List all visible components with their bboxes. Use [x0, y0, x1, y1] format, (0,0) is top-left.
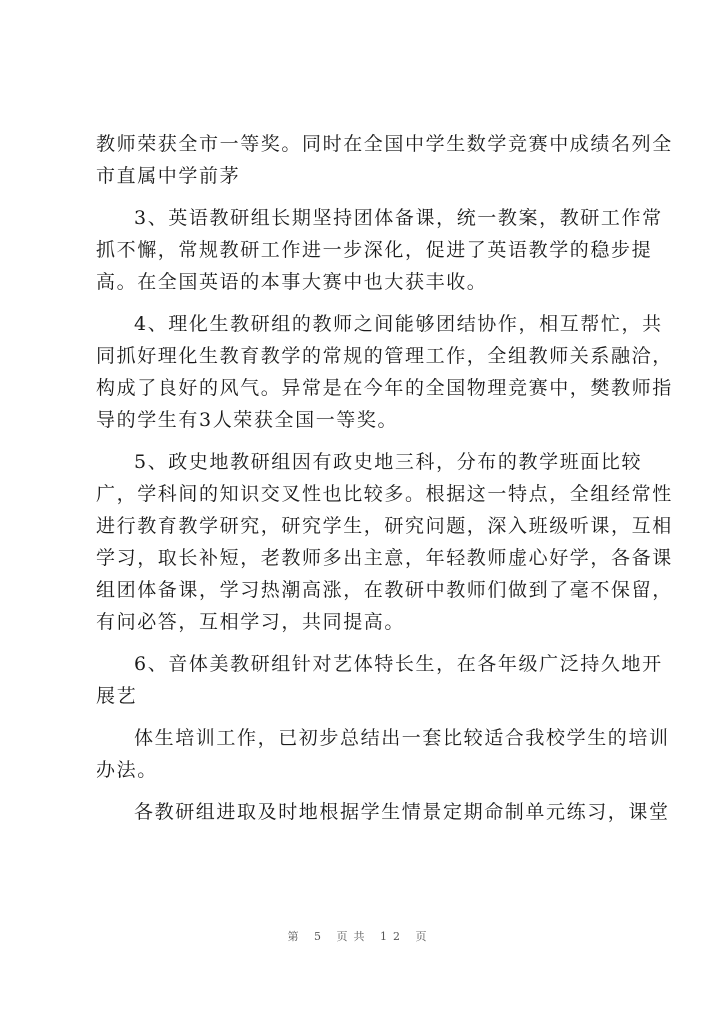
paragraph-line: 各教研组进取及时地根据学生情景定期命制单元练习，课堂: [134, 801, 670, 823]
paragraph-line: 同抓好理化生教育教学的常规的管理工作，全组教师关系融洽，: [96, 345, 673, 367]
paragraph-line: 进行教育教学研究，研究学生，研究问题，深入班级听课，互相: [96, 515, 673, 537]
paragraph-line: 抓不懈，常规教研工作进一步深化，促进了英语教学的稳步提: [96, 239, 653, 261]
paragraph-line: 4、理化生教研组的教师之间能够团结协作，相互帮忙，共: [134, 313, 663, 335]
paragraph-line: 导的学生有3人荣获全国一等奖。: [96, 409, 399, 431]
paragraph-line: 组团体备课，学习热潮高涨，在教研中教师们做到了毫不保留，: [96, 579, 673, 601]
paragraph-line: 体生培训工作，已初步总结出一套比较适合我校学生的培训: [134, 727, 670, 749]
document-body: [96, 128, 673, 828]
paragraph-line: 广，学科间的知识交叉性也比较多。根据这一特点，全组经常性: [96, 483, 673, 505]
paragraph-line: 构成了良好的风气。异常是在今年的全国物理竞赛中，樊教师指: [96, 377, 673, 399]
paragraph-line: 3、英语教研组长期坚持团体备课，统一教案，教研工作常: [134, 207, 663, 229]
paragraph-line: 展艺: [96, 685, 138, 707]
paragraph-line: 市直属中学前茅: [96, 165, 241, 187]
paragraph-line: 教师荣获全市一等奖。同时在全国中学生数学竞赛中成绩名列全: [96, 133, 673, 155]
paragraph-line: 高。在全国英语的本事大赛中也大获丰收。: [96, 271, 488, 293]
paragraph-line: 学习，取长补短，老教师多出主意，年轻教师虚心好学，各备课: [96, 547, 673, 569]
paragraph-line: 6、音体美教研组针对艺体特长生，在各年级广泛持久地开: [134, 653, 663, 675]
paragraph-line: 有问必答，互相学习，共同提高。: [96, 611, 406, 633]
paragraph-line: 5、政史地教研组因有政史地三科，分布的教学班面比较: [134, 451, 643, 473]
page-number: 第 5 页共 12 页: [287, 930, 433, 943]
paragraph-line: 办法。: [96, 759, 158, 781]
